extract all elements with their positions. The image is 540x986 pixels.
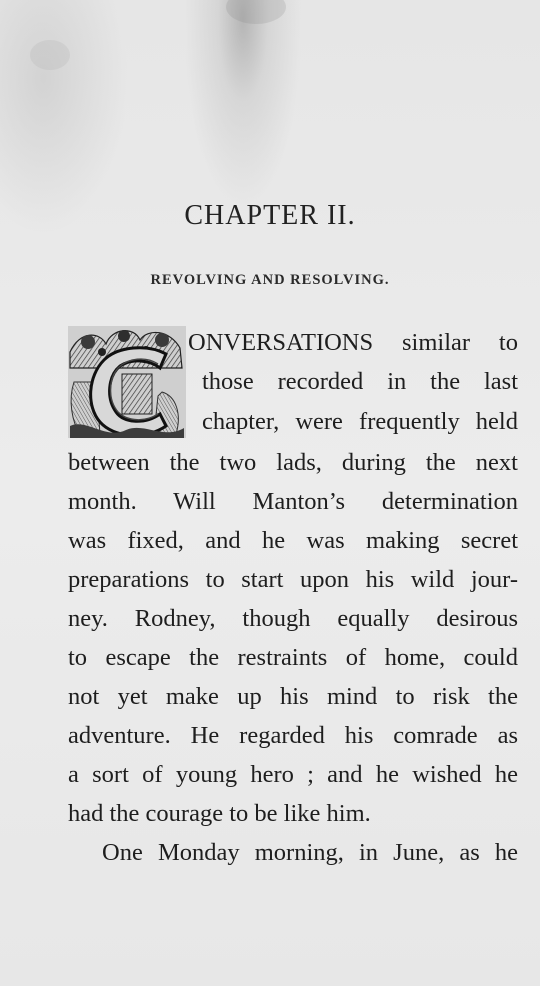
text-line: was fixed, and he was making secret [68,527,518,554]
text-line: had the courage to be like him. [68,800,371,827]
drop-cap-illustration [66,322,188,444]
text-line: a sort of young hero ; and he wished he [68,761,518,788]
text-line: adventure. He regarded his comrade as [68,722,518,749]
text-line: those recorded in the last [202,368,518,395]
text-line: One Monday morning, in June, as he [102,839,518,866]
chapter-subtitle: REVOLVING AND RESOLVING. [150,272,390,288]
text-line: preparations to start upon his wild jour- [68,566,518,593]
text-line: between the two lads, during the next [68,449,518,476]
text-line: chapter, were frequently held [202,408,518,435]
chapter-title: CHAPTER II. [184,200,356,231]
paper-stain [30,40,70,70]
text-line: ONVERSATIONS similar to [188,329,518,356]
text-line: to escape the restraints of home, could [68,644,518,671]
ornamental-drop-cap-c [66,322,188,444]
text-line: month. Will Manton’s determination [68,488,518,515]
paper-stain [226,0,286,24]
text-line: ney. Rodney, though equally desirous [68,605,518,632]
text-line: not yet make up his mind to risk the [68,683,518,710]
